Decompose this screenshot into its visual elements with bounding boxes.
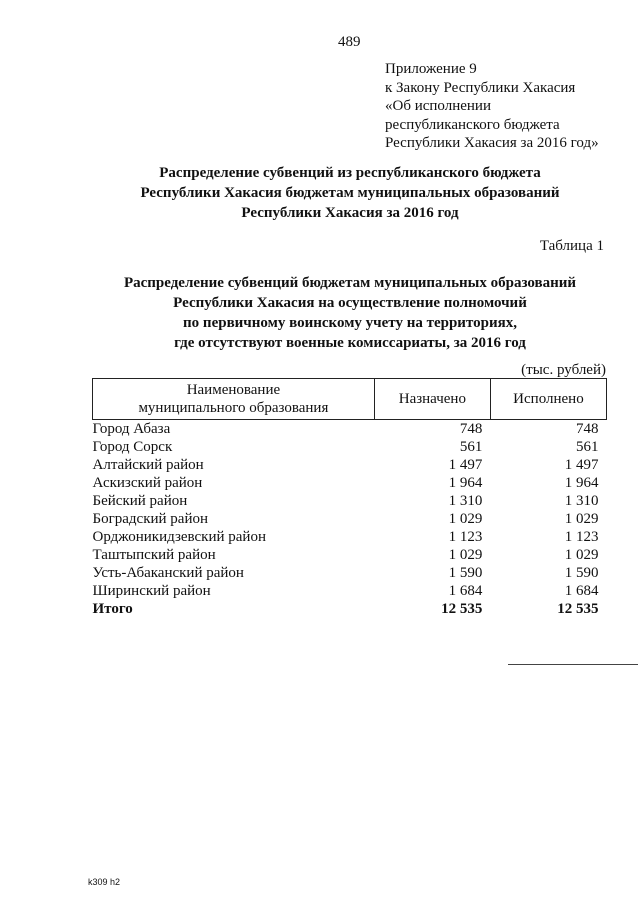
executed-value: 561 <box>576 439 599 455</box>
table-row <box>93 456 607 474</box>
table-header-row <box>93 379 607 420</box>
planned-value: 1 590 <box>448 565 483 581</box>
header-municipality-line1: Наименование <box>186 382 281 398</box>
appendix-line: к Закону Республики Хакасия <box>385 79 576 96</box>
table-title-line: Распределение субвенций бюджетам муниципальных образований <box>123 275 577 291</box>
table-row <box>93 420 607 439</box>
appendix-line: Приложение 9 <box>385 61 477 77</box>
planned-value: 1 029 <box>448 511 483 527</box>
appendix-line: «Об исполнении <box>385 98 491 114</box>
table-title-line: где отсутствуют военные комиссариаты, за 2016 год <box>174 335 526 351</box>
executed-value: 1 310 <box>564 493 599 509</box>
municipality-name: Город Абаза <box>92 421 171 437</box>
executed-value: 1 497 <box>564 457 599 473</box>
planned-value: 748 <box>459 421 483 437</box>
separator-line <box>508 664 638 665</box>
page-number: 489 <box>338 34 361 50</box>
header-municipality-line2: муниципального образования <box>138 400 329 416</box>
header-planned: Назначено <box>374 379 490 420</box>
executed-value: 1 123 <box>564 529 599 545</box>
table-title <box>60 273 640 353</box>
planned-value: 1 029 <box>448 547 483 563</box>
table-row <box>93 510 607 528</box>
table-title-line: по первичному воинскому учету на территориях, <box>183 315 517 331</box>
document-title <box>60 163 640 223</box>
total-label: Итого <box>92 601 133 617</box>
table-row <box>93 492 607 510</box>
table-row <box>93 546 607 564</box>
executed-value: 748 <box>576 421 599 437</box>
municipality-name: Аскизский район <box>92 475 203 491</box>
planned-value: 1 964 <box>448 475 483 491</box>
header-municipality <box>93 379 375 420</box>
header-executed: Исполнено <box>490 379 606 420</box>
table-row <box>93 474 607 492</box>
municipality-name: Ширинский район <box>92 583 211 599</box>
units-note: (тыс. рублей) <box>521 362 606 378</box>
executed-value: 1 029 <box>564 547 599 563</box>
appendix-line: Республики Хакасия за 2016 год» <box>385 135 599 151</box>
table-row <box>93 528 607 546</box>
executed-value: 1 590 <box>564 565 599 581</box>
total-row <box>93 600 607 618</box>
total-planned: 12 535 <box>441 601 483 617</box>
planned-value: 1 310 <box>448 493 483 509</box>
planned-value: 1 684 <box>448 583 483 599</box>
table-row <box>93 564 607 582</box>
planned-value: 1 497 <box>448 457 483 473</box>
executed-value: 1 684 <box>564 583 599 599</box>
municipality-name: Боградский район <box>92 511 209 527</box>
municipality-name: Алтайский район <box>92 457 204 473</box>
total-executed: 12 535 <box>557 601 599 617</box>
title-line: Республики Хакасия за 2016 год <box>241 205 459 221</box>
table-label: Таблица 1 <box>539 238 604 254</box>
appendix-line: республиканского бюджета <box>385 116 560 133</box>
appendix-note <box>385 60 599 153</box>
table-title-line: Республики Хакасия на осуществление полномочий <box>173 295 527 311</box>
executed-value: 1 029 <box>564 511 599 527</box>
table-row <box>93 582 607 600</box>
executed-value: 1 964 <box>564 475 599 491</box>
municipality-name: Бейский район <box>92 493 188 509</box>
planned-value: 561 <box>459 439 483 455</box>
municipality-name: Город Сорск <box>92 439 173 455</box>
subvention-table <box>92 378 607 618</box>
municipality-name: Таштыпский район <box>92 547 216 563</box>
planned-value: 1 123 <box>448 529 483 545</box>
table-row <box>93 438 607 456</box>
municipality-name: Усть-Абаканский район <box>92 565 244 581</box>
municipality-name: Орджоникидзевский район <box>92 529 266 545</box>
footer-code: k309 h2 <box>88 877 121 887</box>
title-line: Республики Хакасия бюджетам муниципальных образований <box>140 185 560 201</box>
title-line: Распределение субвенций из республиканского бюджета <box>159 165 541 181</box>
